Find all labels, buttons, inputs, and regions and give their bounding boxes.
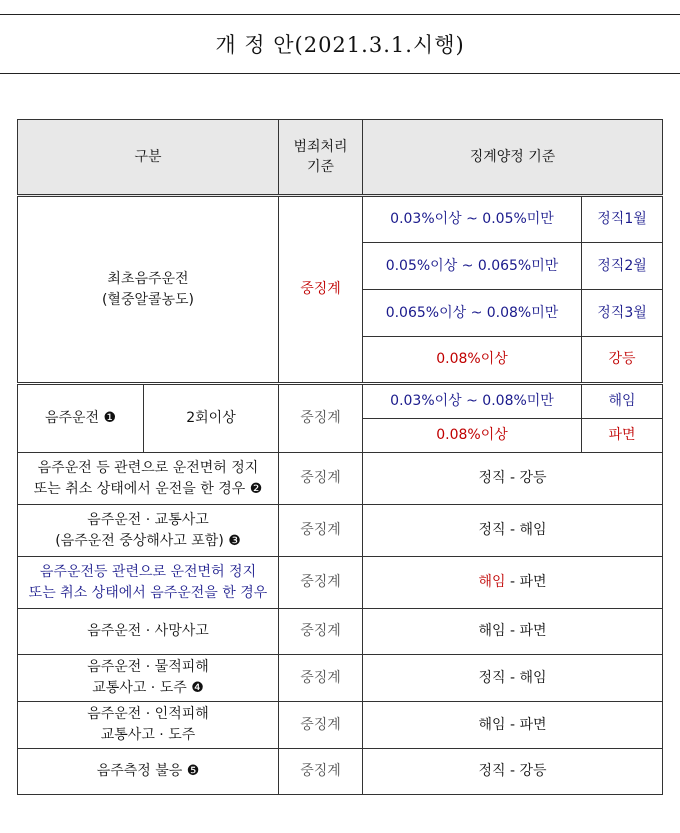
case-label-line2: 또는 취소 상태에서 운전을 한 경우 ❷ (33, 480, 263, 497)
header-criminal-text: 범죄처리 기준 (293, 139, 348, 175)
case-label (18, 505, 279, 557)
case-label-line1: 음주운전등 관련으로 운전면허 정지 (39, 563, 257, 580)
penalty: 해임 (582, 384, 663, 419)
table-row (18, 557, 663, 609)
repeat-count: 2회이상 (144, 384, 279, 453)
case-penalty: 정직 - 강등 (363, 749, 663, 795)
header-discipline: 징계양정 기준 (363, 120, 663, 196)
case-penalty (363, 557, 663, 609)
table-row (18, 702, 663, 749)
case-label (18, 609, 279, 655)
case-criminal: 중징계 (279, 702, 363, 749)
bac-range: 0.08%이상 (363, 419, 582, 453)
header-category: 구분 (18, 120, 279, 196)
first-time-criminal: 중징계 (279, 196, 363, 384)
case-label-line1: 음주측정 불응 ❺ (96, 763, 200, 779)
penalty: 정직2월 (582, 243, 663, 290)
table-row (18, 453, 663, 505)
bac-range: 0.05%이상 ~ 0.065%미만 (363, 243, 582, 290)
penalty: 정직3월 (582, 290, 663, 337)
table-row (18, 196, 663, 243)
case-penalty: 정직 - 강등 (363, 453, 663, 505)
case-label-line1: 음주운전 · 교통사고 (87, 511, 209, 528)
case-label-line2: (음주운전 중상해사고 포함) ❸ (55, 532, 241, 549)
case-criminal: 중징계 (279, 609, 363, 655)
header-row (18, 120, 663, 196)
first-time-label-line1: 최초음주운전 (107, 270, 189, 287)
case-label (18, 557, 279, 609)
case-criminal: 중징계 (279, 655, 363, 702)
table-row (18, 655, 663, 702)
case-penalty: 정직 - 해임 (363, 505, 663, 557)
case-penalty-b: - 파면 (505, 574, 547, 590)
bac-range: 0.03%이상 ~ 0.08%미만 (363, 384, 582, 419)
case-penalty: 정직 - 해임 (363, 655, 663, 702)
case-label (18, 655, 279, 702)
table-row (18, 609, 663, 655)
case-label-line2: 또는 취소 상태에서 음주운전을 한 경우 (28, 584, 268, 601)
case-label (18, 749, 279, 795)
repeat-label: 음주운전 ❶ (18, 384, 144, 453)
case-label-line2: 교통사고 · 도주 (100, 727, 196, 743)
repeat-criminal: 중징계 (279, 384, 363, 453)
case-label-line1: 음주운전 · 인적피해 (87, 706, 209, 722)
case-label-line1: 음주운전 · 사망사고 (87, 623, 209, 639)
bac-range: 0.03%이상 ~ 0.05%미만 (363, 196, 582, 243)
table-row (18, 505, 663, 557)
case-penalty: 해임 - 파면 (363, 609, 663, 655)
penalty: 정직1월 (582, 196, 663, 243)
case-penalty: 해임 - 파면 (363, 702, 663, 749)
bac-range: 0.065%이상 ~ 0.08%미만 (363, 290, 582, 337)
penalty: 강등 (582, 337, 663, 384)
case-label-line1: 음주운전 · 물적피해 (87, 659, 209, 675)
table-row (18, 749, 663, 795)
discipline-table (17, 119, 663, 795)
case-criminal: 중징계 (279, 453, 363, 505)
case-label-line2: 교통사고 · 도주 ❹ (92, 680, 204, 696)
bac-range: 0.08%이상 (363, 337, 582, 384)
header-criminal (279, 120, 363, 196)
case-label (18, 453, 279, 505)
case-penalty-a: 해임 (478, 574, 506, 590)
case-criminal: 중징계 (279, 749, 363, 795)
first-time-label-line2: (혈중알콜농도) (101, 291, 195, 308)
case-criminal: 중징계 (279, 505, 363, 557)
case-criminal: 중징계 (279, 557, 363, 609)
case-label-line1: 음주운전 등 관련으로 운전면허 정지 (37, 459, 259, 476)
first-time-label (18, 196, 279, 384)
page-title: 개 정 안(2021.3.1.시행) (0, 14, 680, 74)
penalty: 파면 (582, 419, 663, 453)
case-label (18, 702, 279, 749)
table-row (18, 384, 663, 419)
